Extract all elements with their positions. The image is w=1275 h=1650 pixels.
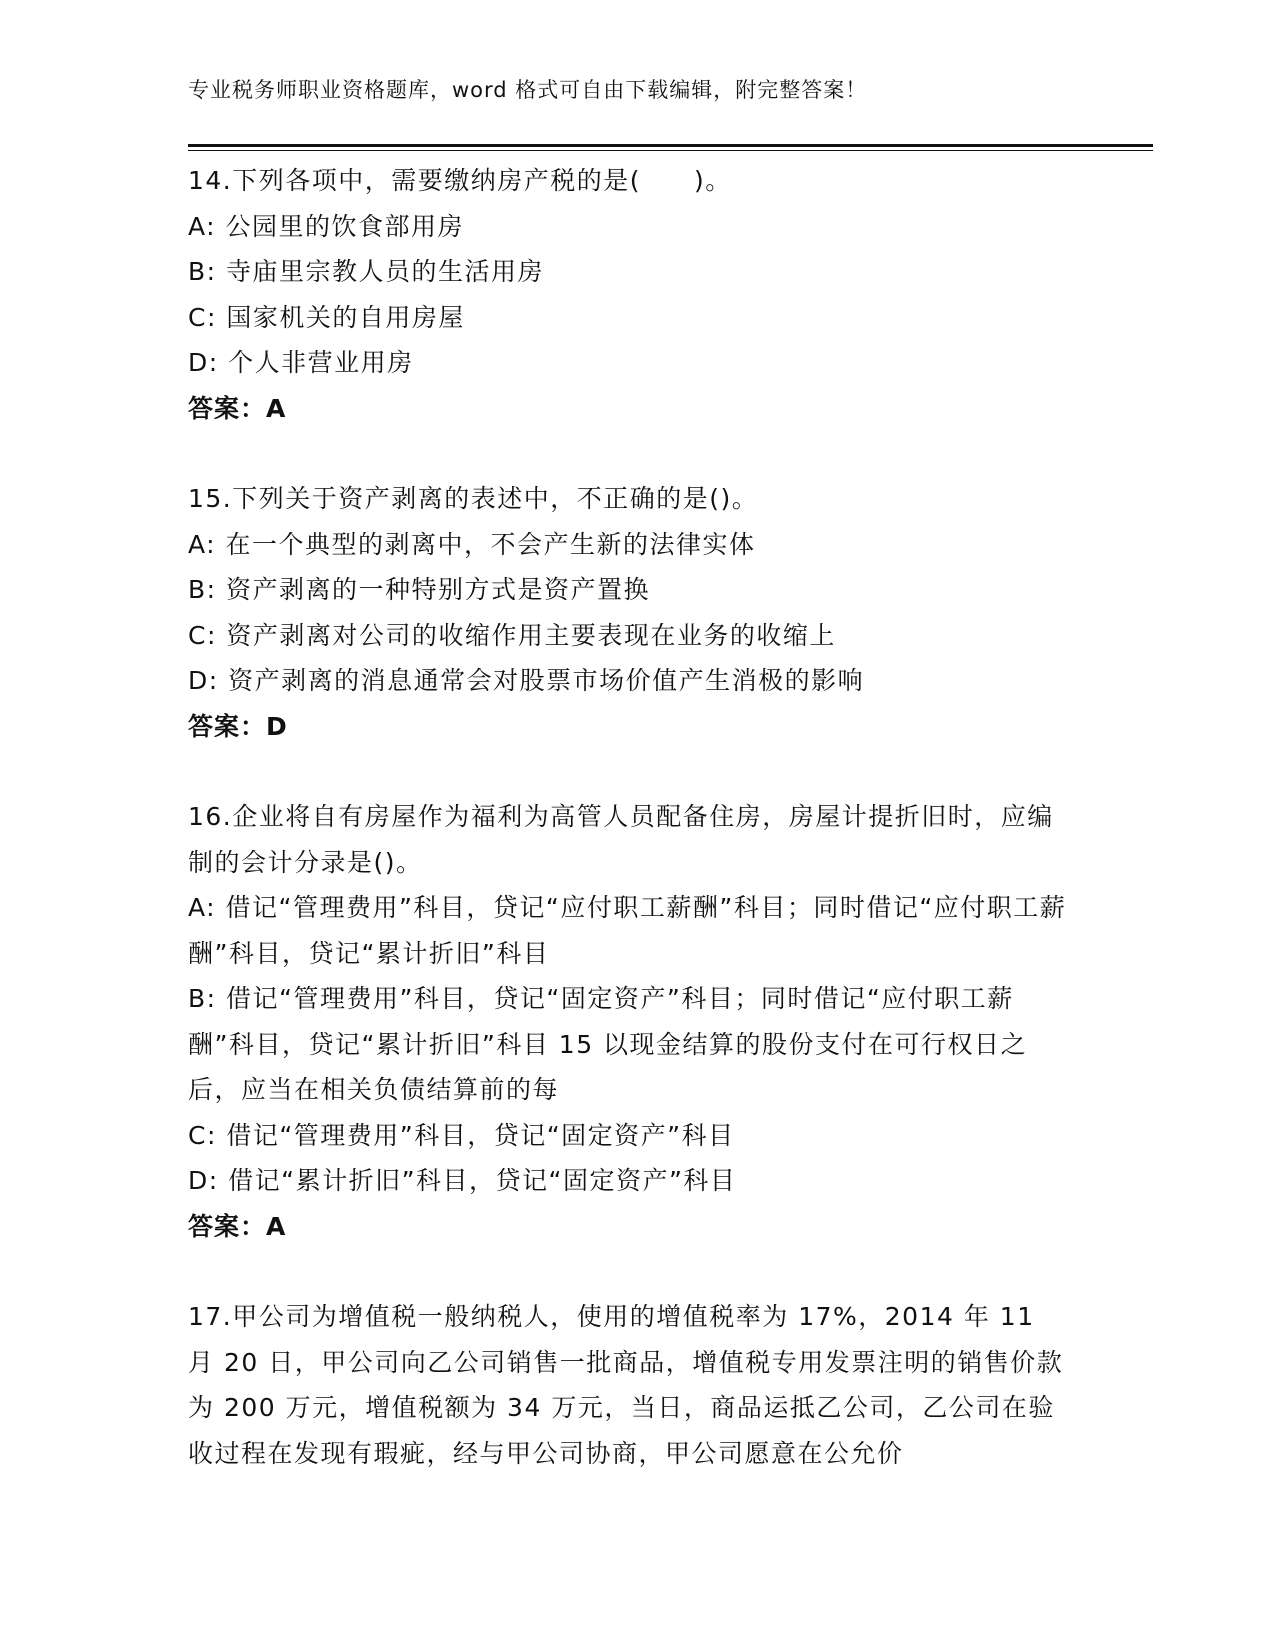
question-stem: 17.甲公司为增值税一般纳税人，使用的增值税率为 17%，2014 年 11 月 20 日，甲公司向乙公司销售一批商品，增值税专用发票注明的销售价款为 200 万元，增值税额为 34 万元，当日，商品运抵乙公司，乙公司在验收过程在发现有瑕疵，经与甲公司协商，甲公司愿意在公允价 [188, 1302, 1064, 1468]
option-b: B: 借记“管理费用”科目，贷记“固定资产”科目；同时借记“应付职工薪酬”科目，贷记“累计折旧”科目 15 以现金结算的股份支付在可行权日之后，应当在相关负债结算前的每 [188, 984, 1028, 1104]
option-c: C: 国家机关的自用房屋 [188, 302, 465, 332]
header-rule-thin [188, 150, 1153, 151]
answer-label: 答案：A [188, 1211, 287, 1241]
option-a: A: 借记“管理费用”科目，贷记“应付职工薪酬”科目；同时借记“应付职工薪酬”科目，贷记“累计折旧”科目 [188, 893, 1067, 968]
option-b: B: 资产剥离的一种特别方式是资产置换 [188, 575, 651, 604]
question-stem: 14.下列各项中，需要缴纳房产税的是( )。 [188, 166, 732, 195]
answer-label: 答案：D [188, 711, 288, 741]
option-d: D: 借记“累计折旧”科目，贷记“固定资产”科目 [188, 1166, 737, 1195]
question-16 [188, 794, 1068, 1249]
option-c: C: 借记“管理费用”科目，贷记“固定资产”科目 [188, 1120, 735, 1150]
option-d: D: 资产剥离的消息通常会对股票市场价值产生消极的影响 [188, 666, 865, 695]
header-rule-thick [188, 144, 1153, 147]
question-14 [188, 158, 1068, 431]
option-a: A: 在一个典型的剥离中，不会产生新的法律实体 [188, 529, 756, 559]
question-stem: 15.下列关于资产剥离的表述中，不正确的是()。 [188, 484, 759, 513]
option-b: B: 寺庙里宗教人员的生活用房 [188, 257, 545, 286]
question-list [188, 158, 1068, 1476]
option-d: D: 个人非营业用房 [188, 348, 414, 377]
answer-label: 答案：A [188, 393, 287, 423]
question-17 [188, 1294, 1068, 1476]
question-15 [188, 476, 1068, 749]
page-header-text: 专业税务师职业资格题库，word 格式可自由下载编辑，附完整答案！ [188, 78, 868, 102]
option-c: C: 资产剥离对公司的收缩作用主要表现在业务的收缩上 [188, 620, 836, 650]
question-stem: 16.企业将自有房屋作为福利为高管人员配备住房，房屋计提折旧时，应编制的会计分录是()。 [188, 802, 1054, 877]
option-a: A: 公园里的饮食部用房 [188, 211, 465, 241]
